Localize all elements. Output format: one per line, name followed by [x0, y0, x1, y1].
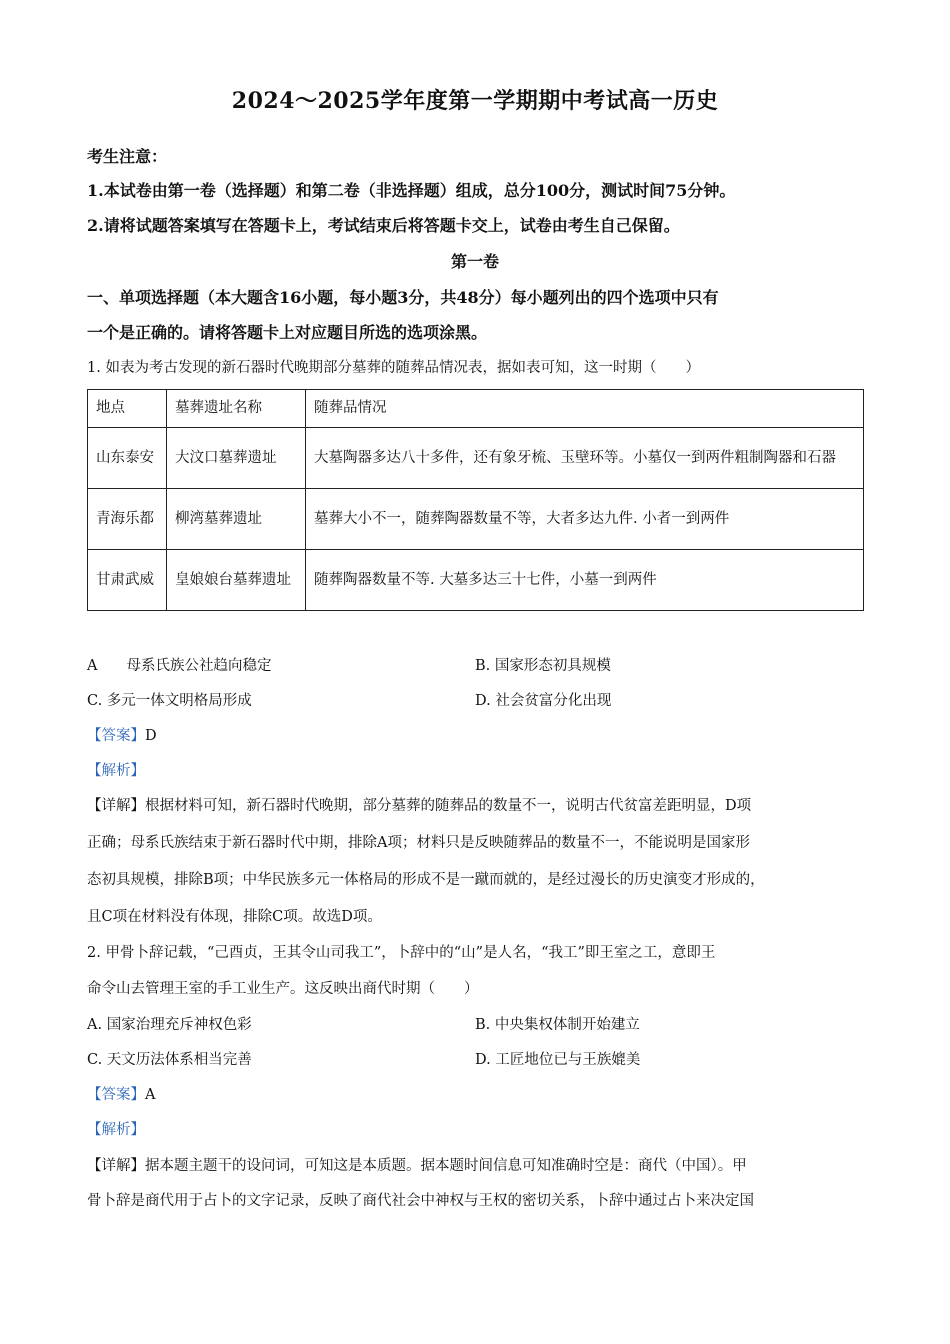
q2-option-b: B. 中央集权体制开始建立: [475, 1017, 640, 1033]
notice-item-2: 2.请将试题答案填写在答题卡上，考试结束后将答题卡交上，试卷由考生自己保留。: [87, 216, 680, 235]
q1-option-b: B. 国家形态初具规模: [475, 658, 611, 674]
table-header-cell: 地点: [88, 390, 167, 428]
q1-detail-line-2: 正确；母系氏族结束于新石器时代中期，排除A项；材料只是反映随葬品的数量不一，不能说明是国家形: [87, 835, 750, 851]
notice-item-1: 1.本试卷由第一卷（选择题）和第二卷（非选择题）组成，总分100分，测试时间75分钟。: [87, 181, 736, 200]
q1-detail-line-4: 且C项在材料没有体现，排除C项。故选D项。: [87, 909, 382, 925]
table-row: [88, 428, 864, 489]
table-cell: 青海乐都: [88, 489, 167, 550]
q2-detail-line-2: 骨卜辞是商代用于占卜的文字记录，反映了商代社会中神权与王权的密切关系，卜辞中通过占卜来决定国: [87, 1193, 754, 1209]
q2-detail-line-1: [87, 1154, 747, 1175]
q1-option-a: A 母系氏族公社趋向稳定: [87, 658, 272, 674]
q1-answer: [87, 724, 157, 745]
detail-text: 据本题主题干的设问词，可知这是本质题。据本题时间信息可知准确时空是：商代（中国）。甲: [145, 1158, 747, 1174]
burial-goods-table: [87, 389, 864, 611]
table-cell: 柳湾墓葬遗址: [167, 489, 306, 550]
table-row: [88, 489, 864, 550]
q1-option-c: C. 多元一体文明格局形成: [87, 693, 252, 709]
table-row: [88, 550, 864, 611]
table-cell: 大墓陶器多达八十多件，还有象牙梳、玉壁环等。小墓仅一到两件粗制陶器和石器: [306, 428, 864, 489]
table-cell: 甘肃武威: [88, 550, 167, 611]
table-header-cell: 随葬品情况: [306, 390, 864, 428]
q2-option-a: A. 国家治理充斥神权色彩: [87, 1017, 252, 1033]
table-cell: 皇娘娘台墓葬遗址: [167, 550, 306, 611]
q2-option-d: D. 工匠地位已与王族媲美: [475, 1052, 641, 1068]
detail-text: 根据材料可知，新石器时代晚期，部分墓葬的随葬品的数量不一，说明古代贫富差距明显，D项: [145, 798, 752, 814]
answer-value: A: [145, 1087, 156, 1103]
q1-detail-line-3: 态初具规模，排除B项；中华民族多元一体格局的形成不是一蹴而就的，是经过漫长的历史演变才形成的，: [87, 872, 765, 888]
volume-title: 第一卷: [450, 252, 499, 271]
table-cell: 随葬陶器数量不等. 大墓多达三十七件，小墓一到两件: [306, 550, 864, 611]
q1-analysis-tag: 【解析】: [87, 763, 145, 779]
table-cell: 山东泰安: [88, 428, 167, 489]
q2-analysis-tag: 【解析】: [87, 1122, 145, 1138]
section-instructions-line2: 一个是正确的。请将答题卡上对应题目所选的选项涂黑。: [87, 323, 488, 342]
exam-title: 2024～2025学年度第一学期期中考试高一历史: [231, 88, 719, 114]
detail-tag: 【详解】: [87, 798, 145, 814]
table-cell: 大汶口墓葬遗址: [167, 428, 306, 489]
question-1-stem: 1. 如表为考古发现的新石器时代晚期部分墓葬的随葬品情况表，据如表可知，这一时期（ ）: [87, 360, 700, 376]
q2-answer: [87, 1083, 155, 1104]
q1-option-d: D. 社会贫富分化出现: [475, 693, 612, 709]
q1-detail-line-1: [87, 794, 751, 815]
section-instructions-line1: 一、单项选择题（本大题含16小题，每小题3分，共48分）每小题列出的四个选项中只有: [87, 288, 719, 307]
table-cell: 墓葬大小不一，随葬陶器数量不等，大者多达九件. 小者一到两件: [306, 489, 864, 550]
question-2-stem-line2: 命令山去管理王室的手工业生产。这反映出商代时期（ ）: [87, 981, 479, 997]
notice-heading: 考生注意：: [87, 147, 168, 166]
detail-tag: 【详解】: [87, 1158, 145, 1174]
answer-value: D: [145, 728, 157, 744]
answer-tag: 【答案】: [87, 1087, 145, 1103]
table-header-cell: 墓葬遗址名称: [167, 390, 306, 428]
question-2-stem-line1: 2. 甲骨卜辞记载，“己酉贞，王其令山司我工”，卜辞中的“山”是人名，“我工”即王室之工，意即王: [87, 945, 716, 961]
answer-tag: 【答案】: [87, 728, 145, 744]
table-header-row: [88, 390, 864, 428]
q2-option-c: C. 天文历法体系相当完善: [87, 1052, 252, 1068]
